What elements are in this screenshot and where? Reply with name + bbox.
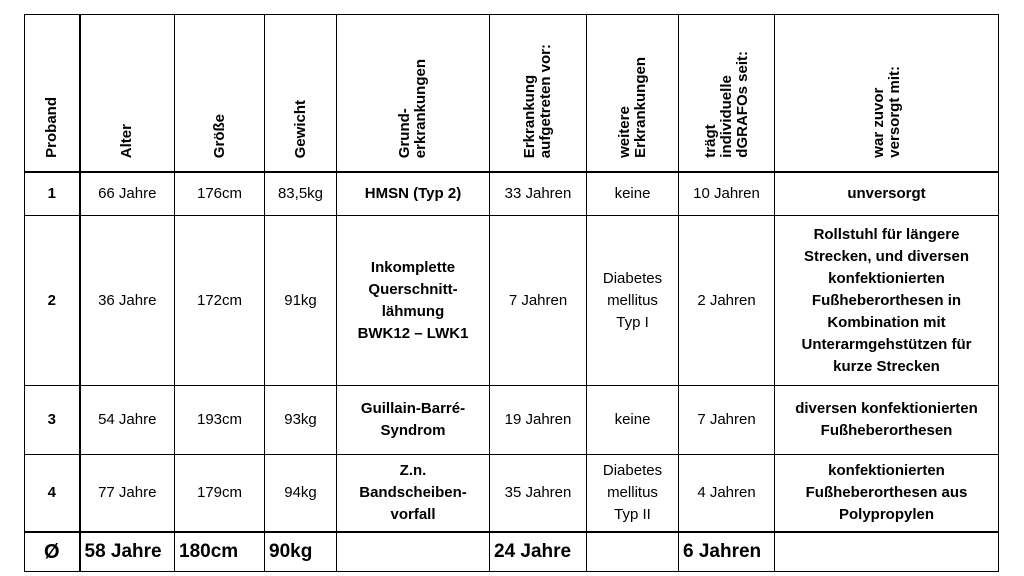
versorgt-cell: unversorgt [775, 172, 999, 216]
table-row [25, 455, 999, 533]
gewicht-cell: 93kg [265, 386, 337, 455]
gewicht-cell: 94kg [265, 455, 337, 533]
dgrafos-cell: 10 Jahren [679, 172, 775, 216]
table-row [25, 386, 999, 455]
average-dgrafos: 6 Jahren [679, 532, 775, 572]
proband-id: 2 [25, 216, 80, 386]
aufgetreten-cell: 7 Jahren [490, 216, 587, 386]
gewicht-cell: 83,5kg [265, 172, 337, 216]
proband-id: 4 [25, 455, 80, 533]
header-weitere: weitere Erkrankungen [587, 15, 679, 173]
table-row [25, 216, 999, 386]
grunderkrankung-cell: Guillain-Barré- Syndrom [337, 386, 490, 455]
average-symbol: Ø [25, 532, 80, 572]
dgrafos-cell: 4 Jahren [679, 455, 775, 533]
header-versorgt: war zuvor versorgt mit: [775, 15, 999, 173]
average-alter: 58 Jahre [80, 532, 175, 572]
table-row [25, 172, 999, 216]
versorgt-cell: diversen konfektionierten Fußheberorthesen [775, 386, 999, 455]
alter-cell: 36 Jahre [80, 216, 175, 386]
aufgetreten-cell: 33 Jahren [490, 172, 587, 216]
alter-cell: 77 Jahre [80, 455, 175, 533]
groesse-cell: 176cm [175, 172, 265, 216]
weitere-cell: keine [587, 172, 679, 216]
header-groesse: Größe [175, 15, 265, 173]
alter-cell: 54 Jahre [80, 386, 175, 455]
average-empty [337, 532, 490, 572]
versorgt-cell: Rollstuhl für längere Strecken, und diversen konfektionierten Fußheberorthesen in Kombination mit Unterarmgehstützen für kurze Strecken [775, 216, 999, 386]
versorgt-cell: konfektionierten Fußheberorthesen aus Polypropylen [775, 455, 999, 533]
average-gewicht: 90kg [265, 532, 337, 572]
header-grunderkrankungen: Grund- erkrankungen [337, 15, 490, 173]
dgrafos-cell: 2 Jahren [679, 216, 775, 386]
groesse-cell: 179cm [175, 455, 265, 533]
patient-table [24, 14, 999, 572]
header-dgrafos: trägt individuelle dGRAFOs seit: [679, 15, 775, 173]
header-proband: Proband [25, 15, 80, 173]
grunderkrankung-cell: Inkomplette Querschnitt- lähmung BWK12 – LWK1 [337, 216, 490, 386]
average-row [25, 532, 999, 572]
average-empty [775, 532, 999, 572]
grunderkrankung-cell: Z.n. Bandscheiben- vorfall [337, 455, 490, 533]
aufgetreten-cell: 35 Jahren [490, 455, 587, 533]
average-empty [587, 532, 679, 572]
dgrafos-cell: 7 Jahren [679, 386, 775, 455]
proband-id: 1 [25, 172, 80, 216]
header-aufgetreten: Erkrankung aufgetreten vor: [490, 15, 587, 173]
header-alter: Alter [80, 15, 175, 173]
average-aufgetreten: 24 Jahre [490, 532, 587, 572]
alter-cell: 66 Jahre [80, 172, 175, 216]
proband-id: 3 [25, 386, 80, 455]
groesse-cell: 172cm [175, 216, 265, 386]
gewicht-cell: 91kg [265, 216, 337, 386]
average-groesse: 180cm [175, 532, 265, 572]
weitere-cell: keine [587, 386, 679, 455]
header-row [25, 15, 999, 173]
grunderkrankung-cell: HMSN (Typ 2) [337, 172, 490, 216]
weitere-cell: Diabetes mellitus Typ II [587, 455, 679, 533]
weitere-cell: Diabetes mellitus Typ I [587, 216, 679, 386]
aufgetreten-cell: 19 Jahren [490, 386, 587, 455]
header-gewicht: Gewicht [265, 15, 337, 173]
groesse-cell: 193cm [175, 386, 265, 455]
